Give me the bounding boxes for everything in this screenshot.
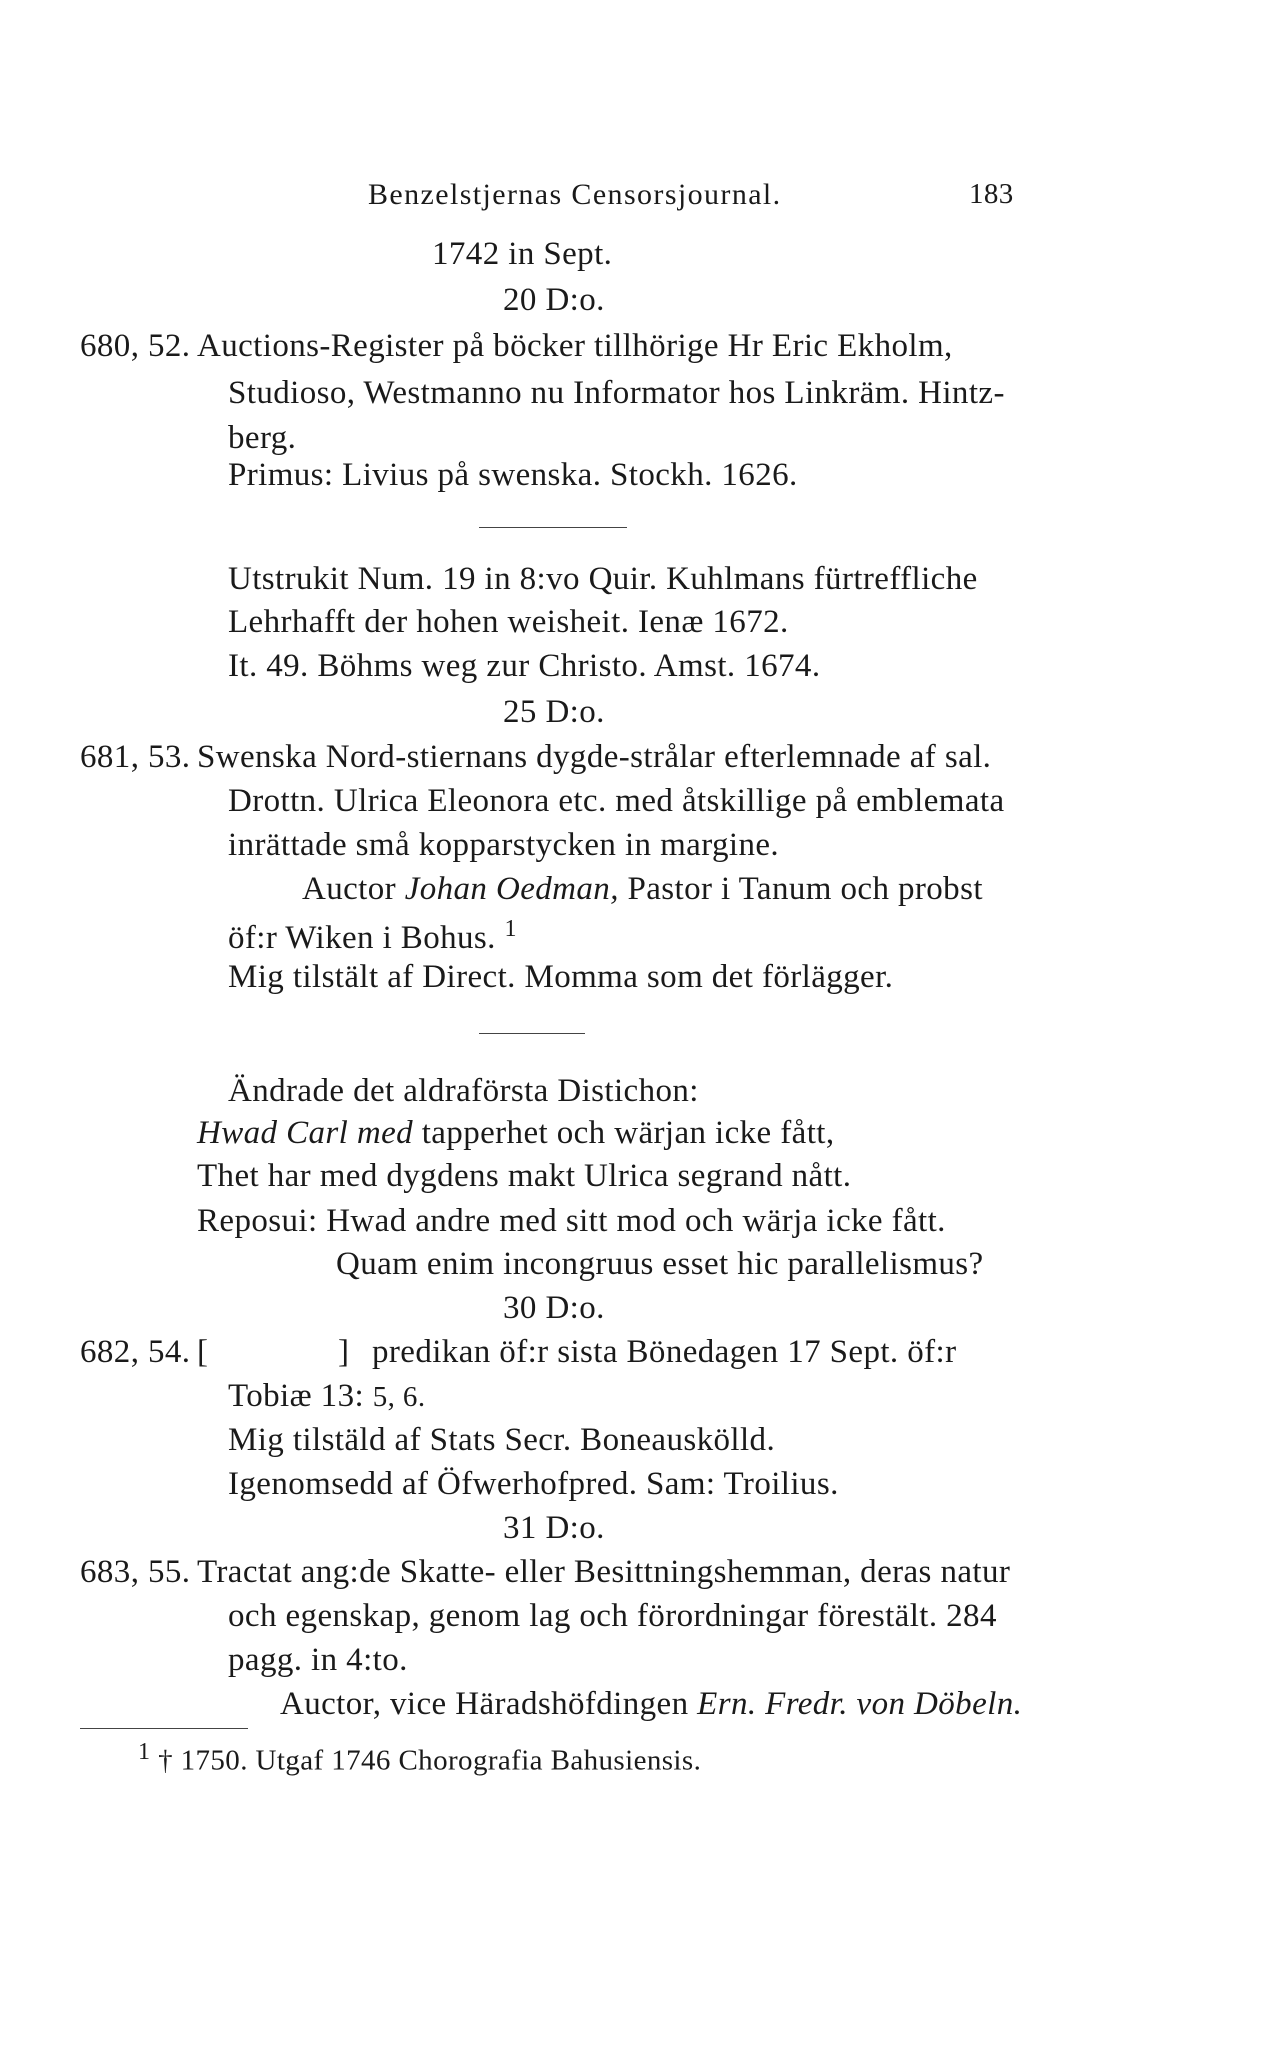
reposui-label: Reposui: bbox=[197, 1203, 318, 1239]
date-heading: 1742 in Sept. bbox=[432, 236, 613, 272]
author-name: Johan Oedman, bbox=[404, 871, 619, 907]
verse-line: Thet har med dygdens makt Ulrica segrand nått. bbox=[197, 1158, 852, 1194]
footnote-text: † 1750. Utgaf 1746 Chorografia Bahusiensis. bbox=[158, 1744, 702, 1777]
entry-text: Utstrukit Num. 19 in 8:vo Quir. Kuhlmans fürtreffliche bbox=[228, 561, 978, 597]
author-label: Auctor, vice Häradshöfdingen bbox=[280, 1686, 698, 1722]
entry-text: Igenomsedd af Öfwerhofpred. Sam: Troilius. bbox=[228, 1466, 839, 1502]
entry-text bbox=[280, 1688, 1022, 1721]
date-heading: 25 D:o. bbox=[503, 694, 605, 730]
entry-text: Auctions-Register på böcker tillhörige Hr Eric Ekholm, bbox=[197, 328, 953, 364]
entry-text-segment: Tobiæ 13: bbox=[228, 1378, 365, 1414]
distichon-intro: Ändrade det aldraförsta Distichon: bbox=[228, 1073, 699, 1109]
verse-line bbox=[197, 1205, 946, 1238]
entry-text: Mig tilstält af Direct. Momma som det förlägger. bbox=[228, 959, 894, 995]
entry-text bbox=[302, 873, 983, 906]
entry-text-segment: öf:r Wiken i Bohus. bbox=[228, 920, 496, 956]
date-heading: 31 D:o. bbox=[503, 1510, 605, 1546]
verse-text: tapperhet och wärjan icke fått, bbox=[413, 1115, 835, 1151]
entry-text: Mig tilstäld af Stats Secr. Boneauskölld. bbox=[228, 1422, 776, 1458]
entry-number: 683, 55. bbox=[80, 1554, 191, 1590]
entry-text: Swenska Nord-stiernans dygde-strålar efterlemnade af sal. bbox=[197, 739, 992, 775]
footnote-ref: 1 bbox=[504, 916, 517, 942]
entry-text: It. 49. Böhms weg zur Christo. Amst. 1674. bbox=[228, 648, 821, 684]
author-role: Pastor i Tanum och probst bbox=[618, 871, 983, 907]
entry-text: predikan öf:r sista Bönedagen 17 Sept. öf:r bbox=[372, 1334, 957, 1370]
section-divider bbox=[479, 527, 627, 528]
entry-text: och egenskap, genom lag och förordningar förestält. 284 bbox=[228, 1598, 997, 1634]
entry-text: inrättade små kopparstycken in margine. bbox=[228, 827, 780, 863]
verse-line bbox=[197, 1117, 834, 1150]
entry-text: berg. bbox=[228, 420, 297, 456]
author-label: Auctor bbox=[302, 871, 405, 907]
entry-text bbox=[228, 917, 517, 955]
author-name: Ern. Fredr. von Döbeln. bbox=[697, 1686, 1023, 1722]
entry-number: 680, 52. bbox=[80, 328, 191, 364]
section-divider bbox=[479, 1033, 585, 1034]
verse-emphasis: Hwad Carl med bbox=[197, 1115, 414, 1151]
entry-number: 681, 53. bbox=[80, 739, 191, 775]
bracket-close: ] bbox=[338, 1334, 350, 1370]
entry-text: Primus: Livius på swenska. Stockh. 1626. bbox=[228, 457, 798, 493]
entry-text: Tractat ang:de Skatte- eller Besittningshemman, deras natur bbox=[197, 1554, 1011, 1590]
entry-text: pagg. in 4:to. bbox=[228, 1642, 408, 1678]
entry-text bbox=[228, 1380, 425, 1413]
bracket-open: [ bbox=[197, 1334, 209, 1370]
date-heading: 20 D:o. bbox=[503, 282, 605, 318]
entry-text: Drottn. Ulrica Eleonora etc. med åtskillige på emblemata bbox=[228, 783, 1005, 819]
verse-text: Hwad andre med sitt mod och wärja icke fått. bbox=[317, 1203, 946, 1239]
footnote bbox=[138, 1740, 701, 1776]
verse-reference: 5, 6. bbox=[372, 1381, 426, 1413]
entry-number: 682, 54. bbox=[80, 1334, 191, 1370]
date-heading: 30 D:o. bbox=[503, 1290, 605, 1326]
entry-text: Studioso, Westmanno nu Informator hos Linkräm. Hintz- bbox=[228, 375, 1005, 411]
footnote-mark: 1 bbox=[138, 1739, 151, 1765]
verse-line: Quam enim incongruus esset hic parallelismus? bbox=[336, 1246, 984, 1282]
page-number: 183 bbox=[969, 178, 1014, 210]
entry-text: Lehrhafft der hohen weisheit. Ienæ 1672. bbox=[228, 604, 789, 640]
running-title: Benzelstjernas Censorsjournal. bbox=[368, 178, 782, 211]
footnote-divider bbox=[80, 1728, 248, 1729]
